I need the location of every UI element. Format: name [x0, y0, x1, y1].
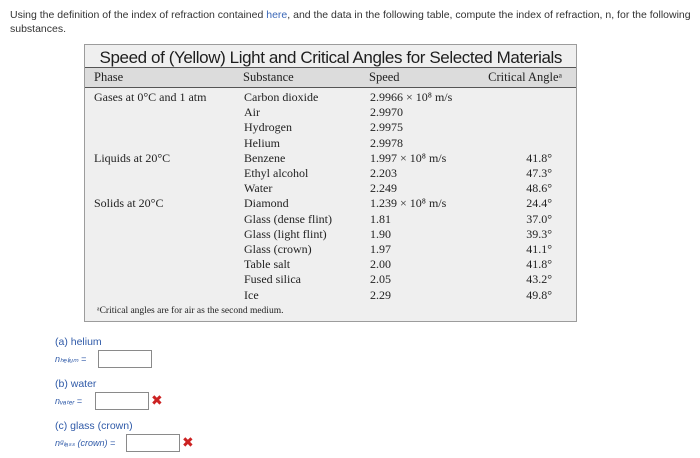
cell-speed: 2.249 — [370, 181, 397, 196]
cell-speed: 1.239 × 10⁸ m/s — [370, 196, 447, 211]
cell-substance: Hydrogen — [244, 120, 292, 135]
cell-angle: 47.3° — [526, 166, 552, 180]
variable-label-water: nᵥₐₜₑᵣ = — [55, 396, 83, 406]
helium-answer-input[interactable] — [98, 350, 152, 368]
cell-speed: 2.9978 — [370, 135, 403, 150]
cell-substance: Glass (crown) — [244, 242, 312, 256]
cell-speed: 2.00 — [370, 257, 391, 272]
table-row — [85, 196, 576, 211]
cell-speed: 2.203 — [370, 166, 397, 180]
cell-phase: Liquids at 20°C — [94, 150, 171, 165]
prompt-text-start: Using the definition of the index of refraction contained — [10, 9, 267, 21]
data-table — [84, 44, 577, 322]
cell-substance: Glass (dense flint) — [244, 211, 332, 226]
cell-angle: 41.1° — [526, 242, 552, 256]
cell-substance: Carbon dioxide — [244, 90, 319, 104]
cell-substance: Ice — [244, 287, 259, 302]
answer-water — [55, 378, 163, 412]
header-critical-angle: Critical Angleᵃ — [488, 70, 562, 84]
table-title: Speed of (Yellow) Light and Critical Angles for Selected Materials — [99, 48, 562, 67]
cell-angle: 49.8° — [526, 287, 552, 302]
x-mark-icon: ✖ — [151, 393, 163, 409]
answer-helium — [55, 336, 102, 370]
cell-speed: 2.9970 — [370, 105, 403, 120]
cell-speed: 2.05 — [370, 272, 391, 287]
table-row — [85, 181, 576, 196]
table-row — [85, 227, 576, 242]
definition-link[interactable]: here — [266, 9, 288, 21]
table-row — [85, 105, 576, 120]
x-mark-icon: ✖ — [182, 435, 194, 451]
prompt-text-end: , and the data in the following table, compute the index of refraction, n, for the following substances. — [10, 9, 691, 35]
cell-substance: Ethyl alcohol — [244, 166, 309, 180]
table-row — [85, 166, 576, 181]
cell-phase: Gases at 0°C and 1 atm — [94, 90, 207, 104]
cell-speed: 2.29 — [370, 287, 391, 302]
cell-speed: 1.90 — [370, 226, 391, 241]
header-phase: Phase — [94, 70, 124, 84]
table-row — [85, 120, 576, 135]
glass-crown-answer-input[interactable] — [126, 434, 180, 452]
cell-angle: 48.6° — [526, 181, 552, 196]
cell-speed: 1.997 × 10⁸ m/s — [370, 150, 447, 165]
cell-substance: Diamond — [244, 196, 289, 211]
question-prompt — [10, 8, 696, 36]
cell-speed: 1.81 — [370, 211, 391, 226]
answer-glass-crown — [55, 420, 194, 454]
header-speed: Speed — [369, 70, 400, 84]
answer-label-glass-crown: (c) glass (crown) — [55, 420, 133, 432]
table-row — [85, 212, 576, 227]
cell-substance: Air — [244, 105, 260, 120]
table-header-row — [85, 67, 576, 88]
answer-label-helium: (a) helium — [55, 336, 102, 348]
cell-angle: 24.4° — [526, 196, 552, 211]
cell-speed: 2.9966 × 10⁸ m/s — [370, 90, 453, 104]
header-substance: Substance — [243, 70, 294, 84]
cell-substance: Benzene — [244, 150, 286, 165]
water-answer-input[interactable] — [95, 392, 149, 410]
cell-substance: Water — [244, 181, 273, 196]
cell-angle: 37.0° — [526, 211, 552, 226]
table-row — [85, 272, 576, 287]
cell-speed: 2.9975 — [370, 120, 403, 135]
cell-phase: Solids at 20°C — [94, 196, 164, 211]
cell-substance: Table salt — [244, 257, 291, 272]
cell-angle: 43.2° — [526, 272, 552, 287]
cell-angle: 41.8° — [526, 257, 552, 272]
table-footnote: ᵃCritical angles are for air as the second medium. — [97, 306, 284, 316]
variable-label-helium: nₕₑₗᵢᵤₘ = — [55, 354, 87, 364]
table-row — [85, 242, 576, 257]
table-row — [85, 288, 576, 303]
table-row — [85, 151, 576, 166]
variable-label-glass-crown: nᵍₗₐₛₛ (crown) = — [55, 438, 116, 448]
table-row — [85, 90, 576, 105]
answer-label-water: (b) water — [55, 378, 97, 390]
table-row — [85, 136, 576, 151]
cell-substance: Fused silica — [244, 272, 301, 287]
cell-substance: Glass (light flint) — [244, 226, 327, 241]
cell-substance: Helium — [244, 135, 280, 150]
cell-speed: 1.97 — [370, 242, 391, 256]
table-row — [85, 257, 576, 272]
cell-angle: 39.3° — [526, 226, 552, 241]
cell-angle: 41.8° — [526, 150, 552, 165]
